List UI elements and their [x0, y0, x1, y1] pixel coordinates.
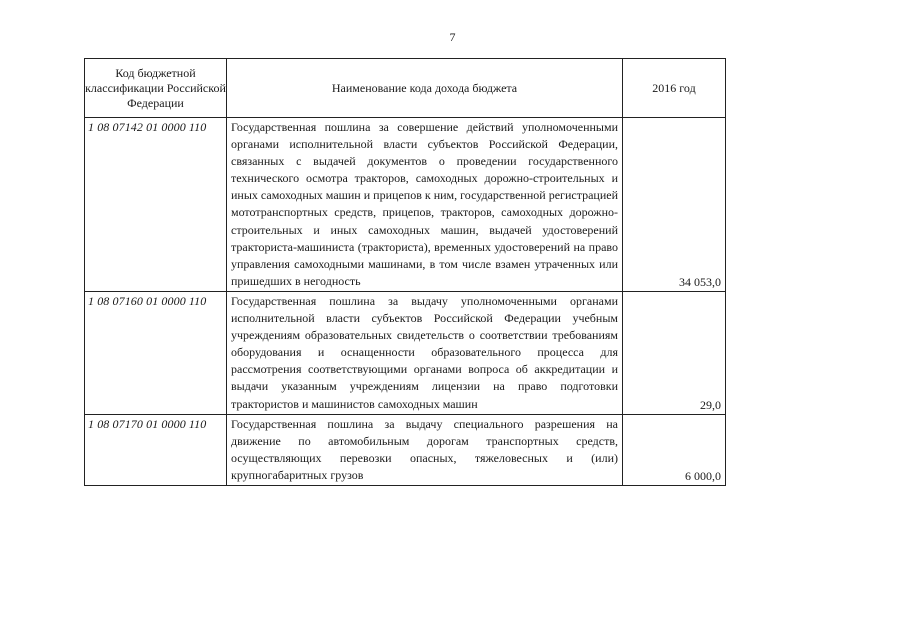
row-code: 1 08 07142 01 0000 110	[85, 118, 227, 292]
header-year: 2016 год	[623, 59, 726, 118]
row-amount: 34 053,0	[623, 118, 726, 292]
row-amount: 6 000,0	[623, 414, 726, 485]
row-code: 1 08 07170 01 0000 110	[85, 414, 227, 485]
table-row	[85, 414, 726, 485]
table-row	[85, 118, 726, 292]
table-header-row	[85, 59, 726, 118]
page-number: 7	[449, 30, 456, 44]
table-row	[85, 291, 726, 414]
row-amount: 29,0	[623, 291, 726, 414]
header-name: Наименование кода дохода бюджета	[227, 59, 623, 118]
header-code: Код бюджетной классификации Российской Федерации	[85, 59, 227, 118]
row-code: 1 08 07160 01 0000 110	[85, 291, 227, 414]
row-name: Государственная пошлина за выдачу специального разрешения на движение по автомобильным дорогам транспортных средств, осуществляющих перевозки опасных, тяжеловесных и (или) крупногабаритных грузов	[227, 414, 623, 485]
row-name: Государственная пошлина за совершение действий уполномоченными органами исполнительной власти субъектов Российской Федерации, связанных с выдачей документов о проведении государственного технического осмотра тракторов, самоходных дорожно-строительных и иных самоходных машин и прицепов к ним, государственной регистрацией мототранспортных средств, прицепов, тракторов, самоходных дорожно-строительных и иных самоходных машин, выдачей удостоверений тракториста-машиниста (тракториста), временных удостоверений на право управления самоходными машинами, в том числе взамен утраченных или пришедших в негодность	[227, 118, 623, 292]
row-name: Государственная пошлина за выдачу уполномоченными органами исполнительной власти субъектов Российской Федерации учебным учреждениям образовательных свидетельств о соответствии требованиям оборудования и оснащенности образовательного процесса для рассмотрения соответствующими органами вопроса об аккредитации и выдачи указанным учреждениям лицензии на право подготовки трактористов и машинистов самоходных машин	[227, 291, 623, 414]
budget-revenue-table	[84, 58, 726, 486]
